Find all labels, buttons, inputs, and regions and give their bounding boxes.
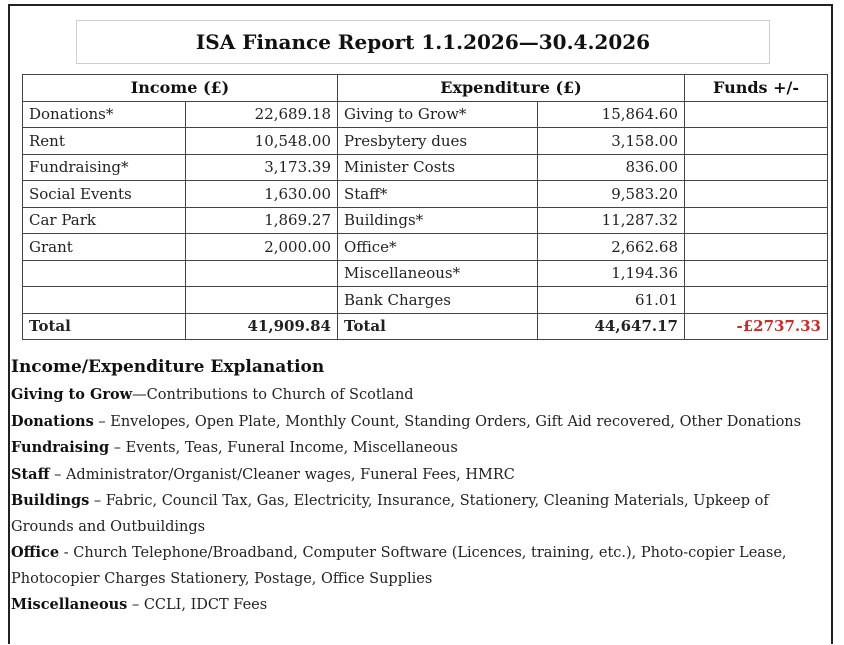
income-value: 2,000.00 <box>186 234 338 261</box>
finance-table <box>22 74 828 340</box>
income-label <box>23 287 186 314</box>
funds-value <box>685 207 828 234</box>
explanation-term: Miscellaneous <box>11 596 128 613</box>
explanation-text: Church Telephone/Broadband, Computer Software (Licences, training, etc.), Photo-copier Lease, Photocopier Charges Stationery, Postage, Office Supplies <box>11 545 787 587</box>
table-row <box>23 154 828 181</box>
explanation-text: Administrator/Organist/Cleaner wages, Funeral Fees, HMRC <box>65 466 515 483</box>
explanation-term: Office <box>11 544 60 561</box>
explanation-separator: — <box>132 387 147 403</box>
income-label: Fundraising* <box>23 154 186 181</box>
expenditure-value: 11,287.32 <box>538 207 685 234</box>
explanation-item <box>11 462 826 489</box>
income-value: 10,548.00 <box>186 128 338 155</box>
income-value: 3,173.39 <box>186 154 338 181</box>
expenditure-label: Minister Costs <box>338 154 538 181</box>
explanation-term: Staff <box>11 465 50 483</box>
explanation-item <box>11 409 826 436</box>
expenditure-label: Bank Charges <box>338 287 538 314</box>
expenditure-total-value: 44,647.17 <box>538 313 685 340</box>
explanation-separator: – <box>93 413 111 430</box>
expenditure-label: Office* <box>338 234 538 261</box>
income-label: Social Events <box>23 181 186 208</box>
income-value: 1,630.00 <box>186 181 338 208</box>
explanation-text: Fabric, Council Tax, Gas, Electricity, Insurance, Stationery, Cleaning Materials, Upkeep of Grounds and Outbuildings <box>11 493 769 535</box>
explanation-term: Buildings <box>11 492 90 509</box>
table-row <box>23 207 828 234</box>
explanation-item <box>11 382 826 409</box>
income-value <box>186 260 338 287</box>
expenditure-value: 15,864.60 <box>538 101 685 128</box>
explanation-term: Fundraising <box>11 439 110 456</box>
expenditure-label: Miscellaneous* <box>338 260 538 287</box>
expenditure-label: Staff* <box>338 181 538 208</box>
expenditure-value: 61.01 <box>538 287 685 314</box>
report-title: ISA Finance Report 1.1.2026—30.4.2026 <box>76 20 770 64</box>
table-row <box>23 101 828 128</box>
expenditure-label: Presbytery dues <box>338 128 538 155</box>
explanation-separator: – <box>89 493 106 509</box>
funds-value <box>685 101 828 128</box>
expenditure-value: 9,583.20 <box>538 181 685 208</box>
table-row <box>23 234 828 261</box>
explanation-separator: – <box>127 597 144 613</box>
explanation-text: Envelopes, Open Plate, Monthly Count, Standing Orders, Gift Aid recovered, Other Donations <box>110 413 802 430</box>
expenditure-total-label: Total <box>338 313 538 340</box>
table-row <box>23 181 828 208</box>
expenditure-value: 836.00 <box>538 154 685 181</box>
funds-value <box>685 287 828 314</box>
explanation-separator: - <box>59 545 74 561</box>
income-value <box>186 287 338 314</box>
funds-value <box>685 181 828 208</box>
income-total-label: Total <box>23 313 186 340</box>
funds-total-value: -£2737.33 <box>685 313 828 340</box>
explanation-list <box>11 382 826 619</box>
explanation-separator: – <box>109 440 126 456</box>
expenditure-label: Giving to Grow* <box>338 101 538 128</box>
explanation-item <box>11 592 826 619</box>
expenditure-value: 2,662.68 <box>538 234 685 261</box>
income-label: Donations* <box>23 101 186 128</box>
table-header-row <box>23 75 828 102</box>
explanation-item <box>11 540 826 592</box>
explanation-section <box>11 356 826 619</box>
explanation-text: CCLI, IDCT Fees <box>143 597 268 613</box>
funds-header: Funds +/- <box>685 75 828 102</box>
income-value: 22,689.18 <box>186 101 338 128</box>
funds-value <box>685 260 828 287</box>
explanation-text: Contributions to Church of Scotland <box>146 387 414 403</box>
explanation-item <box>11 435 826 462</box>
income-header: Income (£) <box>23 75 338 102</box>
table-row <box>23 287 828 314</box>
income-label: Rent <box>23 128 186 155</box>
funds-value <box>685 128 828 155</box>
income-total-value: 41,909.84 <box>186 313 338 340</box>
expenditure-label: Buildings* <box>338 207 538 234</box>
explanation-separator: – <box>49 466 66 483</box>
funds-value <box>685 234 828 261</box>
explanation-item <box>11 488 826 540</box>
total-row <box>23 313 828 340</box>
explanation-term: Giving to Grow <box>11 386 133 403</box>
expenditure-value: 3,158.00 <box>538 128 685 155</box>
funds-value <box>685 154 828 181</box>
income-label <box>23 260 186 287</box>
expenditure-value: 1,194.36 <box>538 260 685 287</box>
explanation-text: Events, Teas, Funeral Income, Miscellaneous <box>125 440 458 456</box>
table-row <box>23 260 828 287</box>
expenditure-header: Expenditure (£) <box>338 75 685 102</box>
income-label: Car Park <box>23 207 186 234</box>
income-value: 1,869.27 <box>186 207 338 234</box>
income-label: Grant <box>23 234 186 261</box>
explanation-term: Donations <box>11 412 94 430</box>
explanation-heading: Income/Expenditure Explanation <box>11 357 325 377</box>
table-row <box>23 128 828 155</box>
